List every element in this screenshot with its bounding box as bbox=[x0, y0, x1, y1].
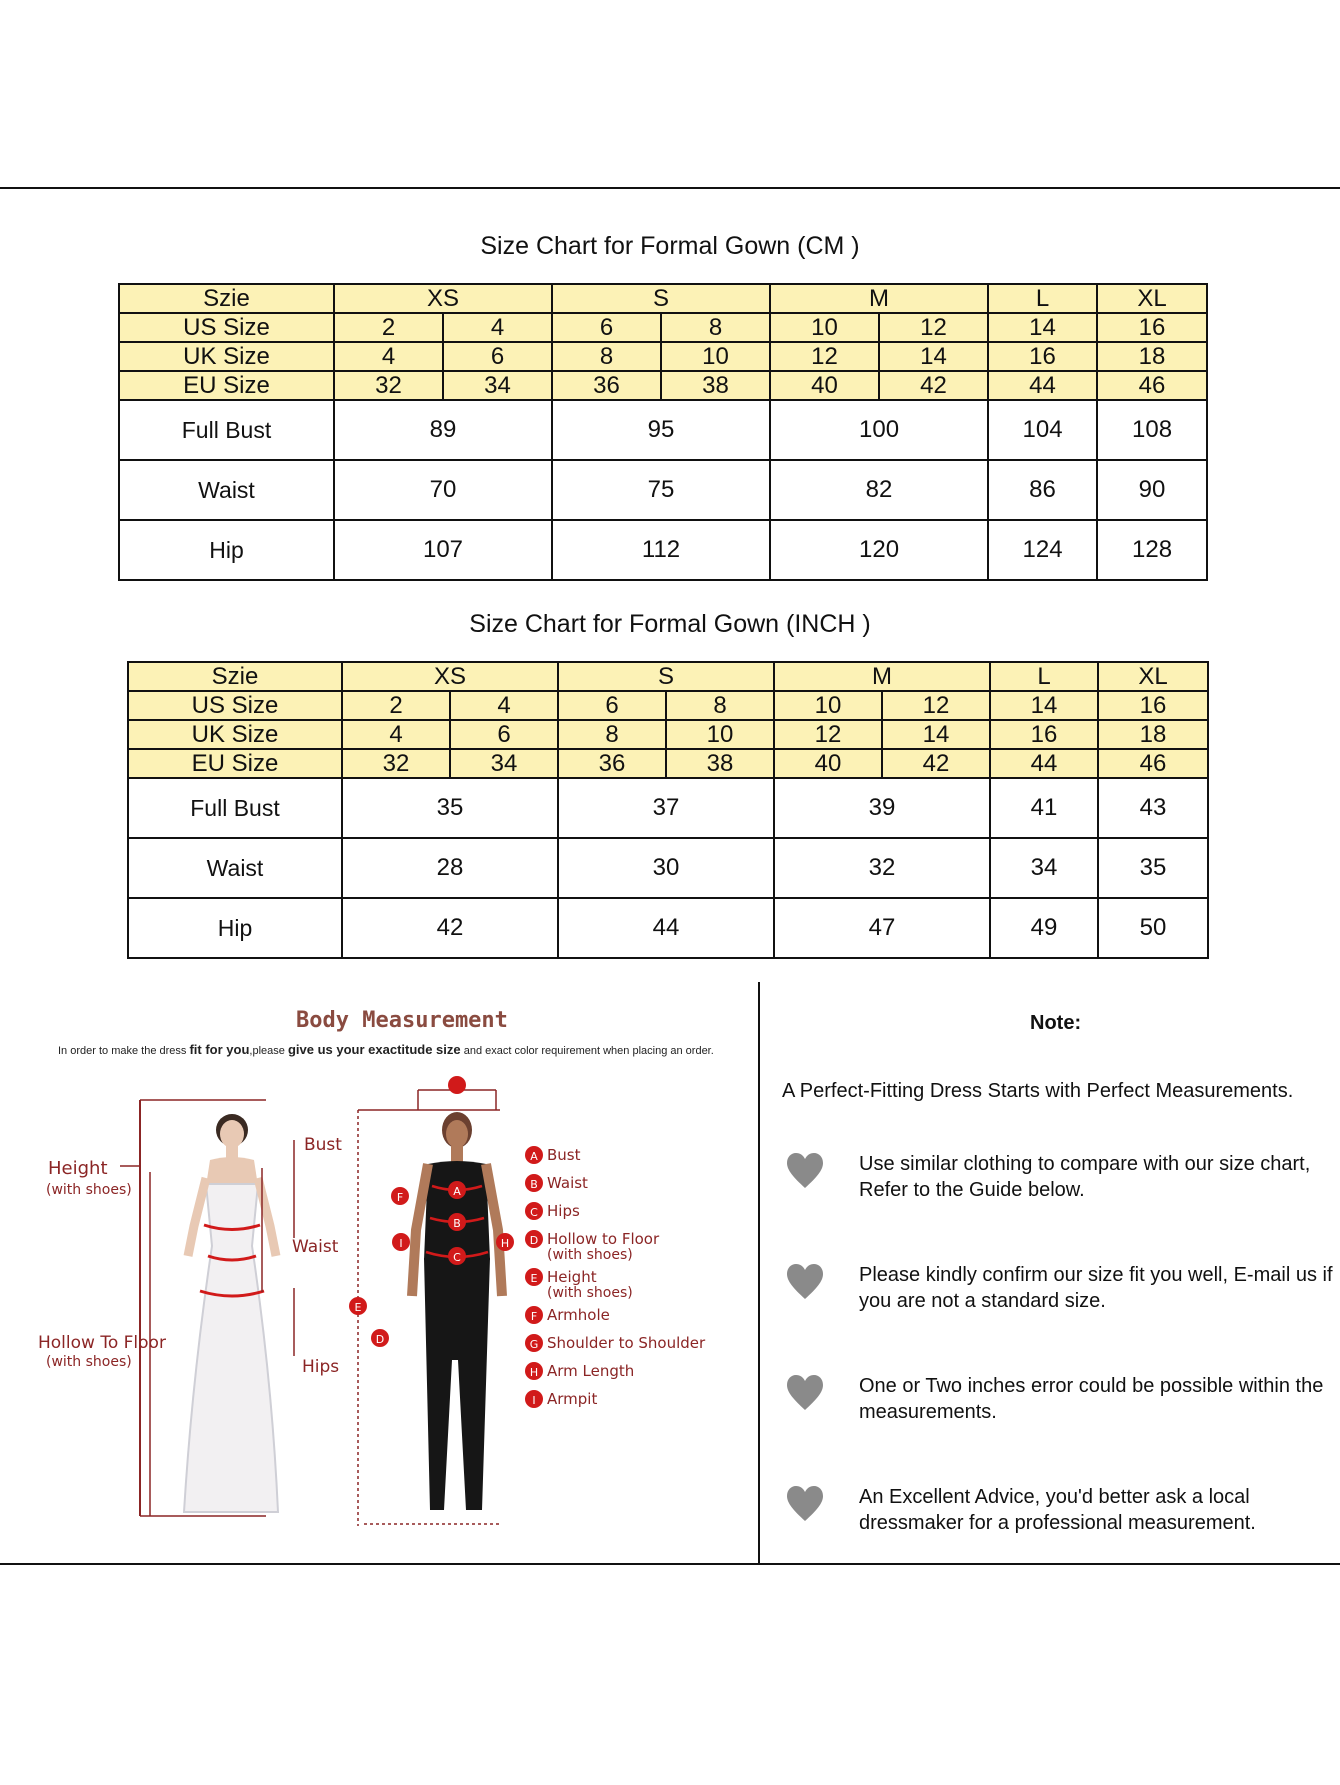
hip-label: Hip bbox=[119, 520, 334, 580]
waist-cell: 90 bbox=[1097, 460, 1207, 520]
uk-size-cell: 14 bbox=[882, 720, 990, 749]
svg-text:A: A bbox=[453, 1185, 461, 1198]
heart-icon bbox=[785, 1262, 825, 1302]
us-size-label: US Size bbox=[119, 313, 334, 342]
legend-label: Hips bbox=[547, 1202, 580, 1220]
cm-chart-title: Size Chart for Formal Gown (CM ) bbox=[480, 232, 860, 260]
full-bust-label: Full Bust bbox=[119, 400, 334, 460]
size-l: L bbox=[988, 284, 1097, 313]
eu-size-cell: 40 bbox=[770, 371, 879, 400]
full-bust-label: Full Bust bbox=[128, 778, 342, 838]
gown-illustration bbox=[184, 1114, 278, 1512]
note-text: An Excellent Advice, you'd better ask a local dressmaker for a professional measurement. bbox=[859, 1486, 1256, 1534]
legend-letter: I bbox=[532, 1394, 536, 1407]
uk-size-cell: 6 bbox=[450, 720, 558, 749]
uk-size-cell: 6 bbox=[443, 342, 552, 371]
body-measurement-subtitle: In order to make the dress fit for you,please give us your exactitude size and exact color requirement when placing an order. bbox=[58, 1042, 714, 1057]
full-bust-cell: 35 bbox=[342, 778, 558, 838]
us-size-cell: 12 bbox=[882, 691, 990, 720]
full-bust-cell: 95 bbox=[552, 400, 770, 460]
bust-side-label: Bust bbox=[304, 1135, 342, 1155]
uk-size-cell: 18 bbox=[1097, 342, 1207, 371]
bottom-divider bbox=[0, 1563, 1340, 1565]
waist-cell: 82 bbox=[770, 460, 988, 520]
us-size-cell: 2 bbox=[342, 691, 450, 720]
waist-cell: 34 bbox=[990, 838, 1098, 898]
eu-size-cell: 34 bbox=[443, 371, 552, 400]
us-size-cell: 6 bbox=[558, 691, 666, 720]
us-size-cell: 8 bbox=[661, 313, 770, 342]
svg-text:C: C bbox=[453, 1251, 461, 1264]
eu-size-cell: 38 bbox=[666, 749, 774, 778]
legend-label: Armhole bbox=[547, 1306, 610, 1324]
inch-size-table bbox=[127, 661, 1209, 959]
waist-cell: 35 bbox=[1098, 838, 1208, 898]
uk-size-cell: 8 bbox=[558, 720, 666, 749]
svg-text:F: F bbox=[396, 1191, 404, 1204]
waist-label: Waist bbox=[119, 460, 334, 520]
eu-size-cell: 34 bbox=[450, 749, 558, 778]
us-size-cell: 12 bbox=[879, 313, 988, 342]
legend-letter: D bbox=[529, 1234, 539, 1247]
full-bust-cell: 100 bbox=[770, 400, 988, 460]
waist-cell: 32 bbox=[774, 838, 990, 898]
full-bust-cell: 108 bbox=[1097, 400, 1207, 460]
hip-label: Hip bbox=[128, 898, 342, 958]
legend-letter: H bbox=[529, 1366, 539, 1379]
waist-cell: 86 bbox=[988, 460, 1097, 520]
full-bust-cell: 104 bbox=[988, 400, 1097, 460]
us-size-cell: 6 bbox=[552, 313, 661, 342]
size-m: M bbox=[770, 284, 988, 313]
note-intro: A Perfect-Fitting Dress Starts with Perfect Measurements. bbox=[782, 1080, 1294, 1102]
uk-size-cell: 16 bbox=[990, 720, 1098, 749]
legend-letter: B bbox=[530, 1178, 538, 1191]
size-m: M bbox=[774, 662, 990, 691]
legend-letter: F bbox=[530, 1310, 538, 1323]
uk-size-cell: 10 bbox=[666, 720, 774, 749]
eu-size-cell: 44 bbox=[988, 371, 1097, 400]
us-size-cell: 4 bbox=[443, 313, 552, 342]
eu-size-cell: 46 bbox=[1098, 749, 1208, 778]
legend-label: Armpit bbox=[547, 1390, 598, 1408]
uk-size-cell: 14 bbox=[879, 342, 988, 371]
svg-text:I: I bbox=[399, 1237, 403, 1250]
svg-text:E: E bbox=[354, 1301, 362, 1314]
legend-letter: A bbox=[530, 1150, 538, 1163]
full-bust-cell: 89 bbox=[334, 400, 552, 460]
heart-icon bbox=[785, 1484, 825, 1524]
note-text: Use similar clothing to compare with our size chart, Refer to the Guide below. bbox=[859, 1153, 1311, 1201]
us-size-cell: 4 bbox=[450, 691, 558, 720]
cm-size-table bbox=[118, 283, 1208, 581]
uk-size-cell: 4 bbox=[334, 342, 443, 371]
legend-label: Bust bbox=[547, 1146, 581, 1164]
full-bust-cell: 39 bbox=[774, 778, 990, 838]
hip-cell: 124 bbox=[988, 520, 1097, 580]
us-size-cell: 2 bbox=[334, 313, 443, 342]
header-label: Szie bbox=[128, 662, 342, 691]
note-text: Please kindly confirm our size fit you well, E-mail us if you are not a standard size. bbox=[859, 1264, 1333, 1312]
size-xl: XL bbox=[1097, 284, 1207, 313]
uk-size-cell: 12 bbox=[774, 720, 882, 749]
size-xs: XS bbox=[342, 662, 558, 691]
size-xl: XL bbox=[1098, 662, 1208, 691]
full-bust-cell: 37 bbox=[558, 778, 774, 838]
us-size-label: US Size bbox=[128, 691, 342, 720]
hip-cell: 50 bbox=[1098, 898, 1208, 958]
inch-chart-title: Size Chart for Formal Gown (INCH ) bbox=[469, 610, 871, 638]
eu-size-cell: 32 bbox=[334, 371, 443, 400]
svg-text:H: H bbox=[500, 1237, 510, 1250]
eu-size-cell: 40 bbox=[774, 749, 882, 778]
body-measurement-figure bbox=[20, 1060, 740, 1560]
eu-size-cell: 36 bbox=[552, 371, 661, 400]
heart-icon bbox=[785, 1151, 825, 1191]
us-size-cell: 16 bbox=[1098, 691, 1208, 720]
us-size-cell: 16 bbox=[1097, 313, 1207, 342]
size-xs: XS bbox=[334, 284, 552, 313]
hip-cell: 47 bbox=[774, 898, 990, 958]
legend-label: Shoulder to Shoulder bbox=[547, 1334, 706, 1352]
hollow-sub-label: (with shoes) bbox=[46, 1354, 132, 1370]
uk-size-cell: 12 bbox=[770, 342, 879, 371]
hip-cell: 112 bbox=[552, 520, 770, 580]
eu-size-label: EU Size bbox=[119, 371, 334, 400]
legend-label: Hollow to Floor bbox=[547, 1230, 660, 1248]
waist-cell: 30 bbox=[558, 838, 774, 898]
top-divider bbox=[0, 187, 1340, 189]
waist-cell: 70 bbox=[334, 460, 552, 520]
hip-cell: 120 bbox=[770, 520, 988, 580]
waist-side-label: Waist bbox=[292, 1237, 339, 1257]
legend-sublabel: (with shoes) bbox=[547, 1247, 633, 1263]
eu-size-cell: 44 bbox=[990, 749, 1098, 778]
eu-size-cell: 46 bbox=[1097, 371, 1207, 400]
legend-sublabel: (with shoes) bbox=[547, 1285, 633, 1301]
hollow-label: Hollow To Floor bbox=[38, 1333, 166, 1353]
body-measurement-title: Body Measurement bbox=[296, 1008, 508, 1033]
model-illustration bbox=[349, 1076, 514, 1526]
legend-letter: C bbox=[530, 1206, 538, 1219]
uk-size-cell: 16 bbox=[988, 342, 1097, 371]
hips-side-label: Hips bbox=[302, 1357, 340, 1377]
legend-label: Height bbox=[547, 1268, 597, 1286]
svg-text:B: B bbox=[453, 1217, 461, 1230]
hip-cell: 107 bbox=[334, 520, 552, 580]
uk-size-cell: 4 bbox=[342, 720, 450, 749]
uk-size-label: UK Size bbox=[128, 720, 342, 749]
hip-cell: 128 bbox=[1097, 520, 1207, 580]
heart-icon bbox=[785, 1373, 825, 1413]
eu-size-cell: 32 bbox=[342, 749, 450, 778]
legend-label: Waist bbox=[547, 1174, 588, 1192]
full-bust-cell: 43 bbox=[1098, 778, 1208, 838]
legend-label: Arm Length bbox=[547, 1362, 635, 1380]
hip-cell: 44 bbox=[558, 898, 774, 958]
legend-letter: G bbox=[529, 1338, 539, 1351]
us-size-cell: 14 bbox=[990, 691, 1098, 720]
size-l: L bbox=[990, 662, 1098, 691]
full-bust-cell: 41 bbox=[990, 778, 1098, 838]
waist-cell: 75 bbox=[552, 460, 770, 520]
uk-size-cell: 10 bbox=[661, 342, 770, 371]
header-label: Szie bbox=[119, 284, 334, 313]
eu-size-cell: 36 bbox=[558, 749, 666, 778]
uk-size-label: UK Size bbox=[119, 342, 334, 371]
waist-cell: 28 bbox=[342, 838, 558, 898]
eu-size-label: EU Size bbox=[128, 749, 342, 778]
us-size-cell: 10 bbox=[770, 313, 879, 342]
waist-label: Waist bbox=[128, 838, 342, 898]
section-divider bbox=[758, 982, 760, 1564]
note-text: One or Two inches error could be possible within the measurements. bbox=[859, 1375, 1324, 1423]
eu-size-cell: 42 bbox=[882, 749, 990, 778]
us-size-cell: 14 bbox=[988, 313, 1097, 342]
svg-text:D: D bbox=[375, 1333, 385, 1346]
height-sub-label: (with shoes) bbox=[46, 1182, 132, 1198]
hip-cell: 42 bbox=[342, 898, 558, 958]
us-size-cell: 10 bbox=[774, 691, 882, 720]
size-s: S bbox=[558, 662, 774, 691]
eu-size-cell: 38 bbox=[661, 371, 770, 400]
uk-size-cell: 8 bbox=[552, 342, 661, 371]
legend-letter: E bbox=[530, 1272, 538, 1285]
uk-size-cell: 18 bbox=[1098, 720, 1208, 749]
hip-cell: 49 bbox=[990, 898, 1098, 958]
eu-size-cell: 42 bbox=[879, 371, 988, 400]
measurement-legend bbox=[525, 1146, 706, 1408]
us-size-cell: 8 bbox=[666, 691, 774, 720]
note-title: Note: bbox=[1030, 1012, 1082, 1034]
size-s: S bbox=[552, 284, 770, 313]
height-label: Height bbox=[48, 1158, 108, 1179]
